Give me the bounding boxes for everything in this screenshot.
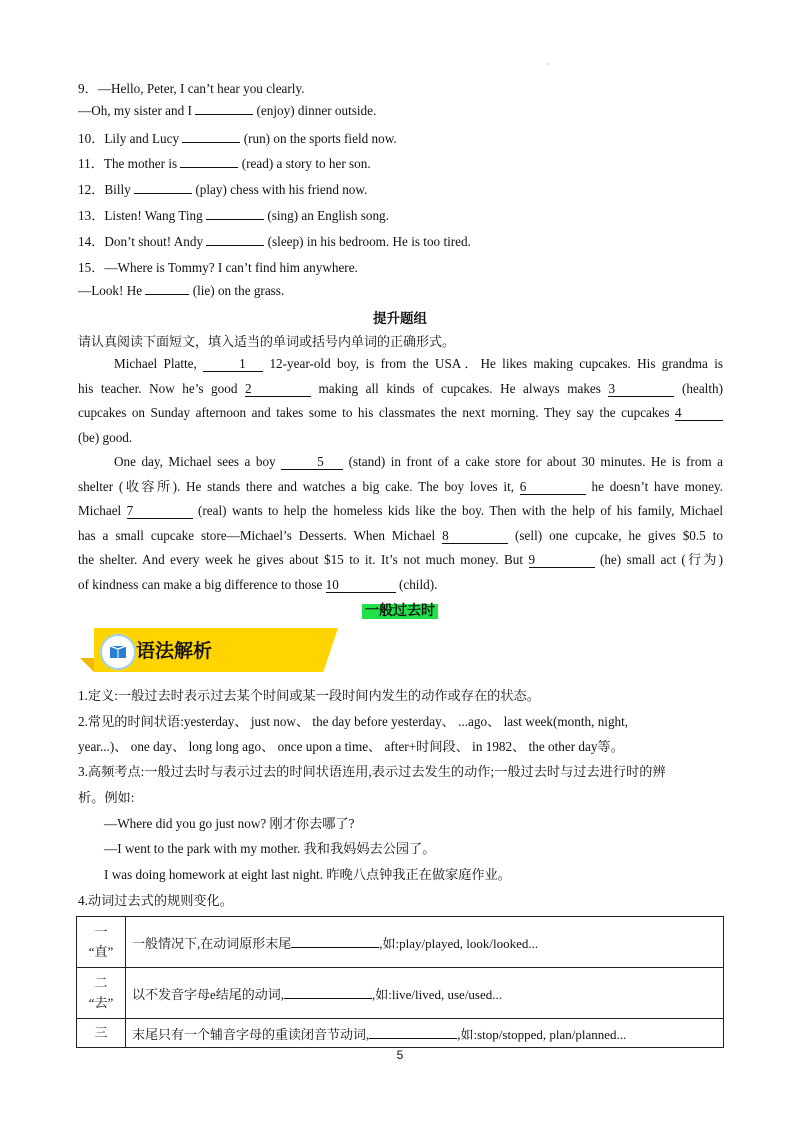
exercise-line: 14．Don’t shout! Andy (sleep) in his bedroom. He is too tired. xyxy=(78,234,471,249)
rule-key: 二 “去” xyxy=(77,968,126,1019)
book-icon xyxy=(100,634,136,670)
table-row xyxy=(77,968,724,1019)
rule-text: 一般情况下,在动词原形末尾 ,如:play/played, look/looked... xyxy=(126,917,724,968)
instruction: 请认真阅读下面短文，填入适当的单词或括号内单词的正确形式。 xyxy=(78,334,456,349)
table-row xyxy=(77,1019,724,1048)
passage-paragraph: One day, Michael sees a boy 5 (stand) in front of a cake store for about 30 minutes. He is from a shelter (收容所). He stands there and watches a big cake. The boy loves it, 6 he doesn’t have money. Michael 7 (real) wants to help the homeless kids like the boy. Then with the help of his family, Michael has a small cupcake store—Michael’s Desserts. When Michael 8 (sell) one cupcake, he gives $0.5 to the shelter. And every week he gives about $15 to it. It’s not much money. But 9 (he) small act (行为) of kindness can make a big difference to those 10 (child). xyxy=(78,454,723,592)
grammar-point: 3.高频考点:一般过去时与表示过去的时间状语连用,表示过去发生的动作;一般过去时与过去进行时的辨 xyxy=(78,764,666,779)
corner-mark: · xyxy=(546,60,549,69)
passage-blank-6[interactable]: 6 xyxy=(520,480,586,495)
passage-paragraph: Michael Platte, 1 12-year-old boy, is from the USA．He likes making cupcakes. His grandma is his teacher. Now he’s good 2 making all kinds of cupcakes. He always makes 3 (health) cupcakes on Sunday afternoon and takes some to his classmates the next morning. They say the cupcakes 4 (be) good. xyxy=(78,356,723,445)
exercise-line: 11．The mother is (read) a story to her son. xyxy=(78,156,371,171)
exercise-line: —Look! He (lie) on the grass. xyxy=(78,283,285,298)
passage-blank-8[interactable]: 8 xyxy=(442,529,508,544)
table-row xyxy=(77,917,724,968)
answer-blank[interactable] xyxy=(180,167,238,168)
grammar-point: year...)、 one day、 long long ago、 once upon a time、 after+时间段、 in 1982、 the other day等。 xyxy=(78,739,624,754)
rule-text: 以不发音字母e结尾的动词, ,如:live/lived, use/used... xyxy=(126,968,724,1019)
exercise-line: 9．—Hello, Peter, I can’t hear you clearly. xyxy=(78,81,305,96)
example-sentence: —Where did you go just now? 刚才你去哪了? xyxy=(104,816,355,831)
banner-title: 语法解析 xyxy=(136,640,213,662)
exercise-line: 13．Listen! Wang Ting (sing) an English song. xyxy=(78,208,389,223)
grammar-point: 4.动词过去式的规则变化。 xyxy=(78,893,233,908)
grammar-point: 析。例如: xyxy=(78,790,135,805)
passage-blank-3[interactable]: 3 xyxy=(608,382,674,397)
passage-blank-5[interactable]: 5 xyxy=(281,455,343,470)
answer-blank[interactable] xyxy=(195,114,253,115)
rules-table xyxy=(76,916,724,1048)
answer-blank[interactable] xyxy=(206,219,264,220)
tense-title: 一般过去时 xyxy=(0,600,800,620)
passage-blank-10[interactable]: 10 xyxy=(326,578,396,593)
example-sentence: —I went to the park with my mother. 我和我妈妈去公园了。 xyxy=(104,841,436,856)
answer-blank[interactable] xyxy=(182,142,240,143)
rule-key: 三 xyxy=(77,1019,126,1048)
passage-blank-7[interactable]: 7 xyxy=(127,504,193,519)
answer-blank[interactable] xyxy=(145,294,189,295)
passage-blank-1[interactable]: 1 xyxy=(203,357,263,372)
passage-blank-9[interactable]: 9 xyxy=(529,553,595,568)
grammar-point: 2.常见的时间状语:yesterday、 just now、 the day before yesterday、 ...ago、 last week(month, night, xyxy=(78,714,629,729)
exercise-line: 15．—Where is Tommy? I can’t find him anywhere. xyxy=(78,260,358,275)
example-sentence: I was doing homework at eight last night. 昨晚八点钟我正在做家庭作业。 xyxy=(104,867,511,882)
rule-text: 末尾只有一个辅音字母的重读闭音节动词, ,如:stop/stopped, plan/planned... xyxy=(126,1019,724,1048)
exercise-line: 10．Lily and Lucy (run) on the sports field now. xyxy=(78,131,397,146)
answer-blank[interactable] xyxy=(206,245,264,246)
rule-key: 一 “直” xyxy=(77,917,126,968)
answer-blank[interactable] xyxy=(134,193,192,194)
section-title: 提升题组 xyxy=(373,311,427,326)
page-number: 5 xyxy=(396,1048,404,1062)
passage-blank-4[interactable]: 4 xyxy=(675,406,723,421)
exercise-line: 12．Billy (play) chess with his friend now. xyxy=(78,182,368,197)
table-blank[interactable] xyxy=(369,1038,457,1039)
grammar-point: 1.定义:一般过去时表示过去某个时间或某一段时间内发生的动作或存在的状态。 xyxy=(78,688,540,703)
passage-blank-2[interactable]: 2 xyxy=(245,382,311,397)
table-blank[interactable] xyxy=(291,947,379,948)
grammar-banner xyxy=(80,628,338,672)
table-blank[interactable] xyxy=(284,998,372,999)
exercise-line: —Oh, my sister and I (enjoy) dinner outside. xyxy=(78,103,377,118)
